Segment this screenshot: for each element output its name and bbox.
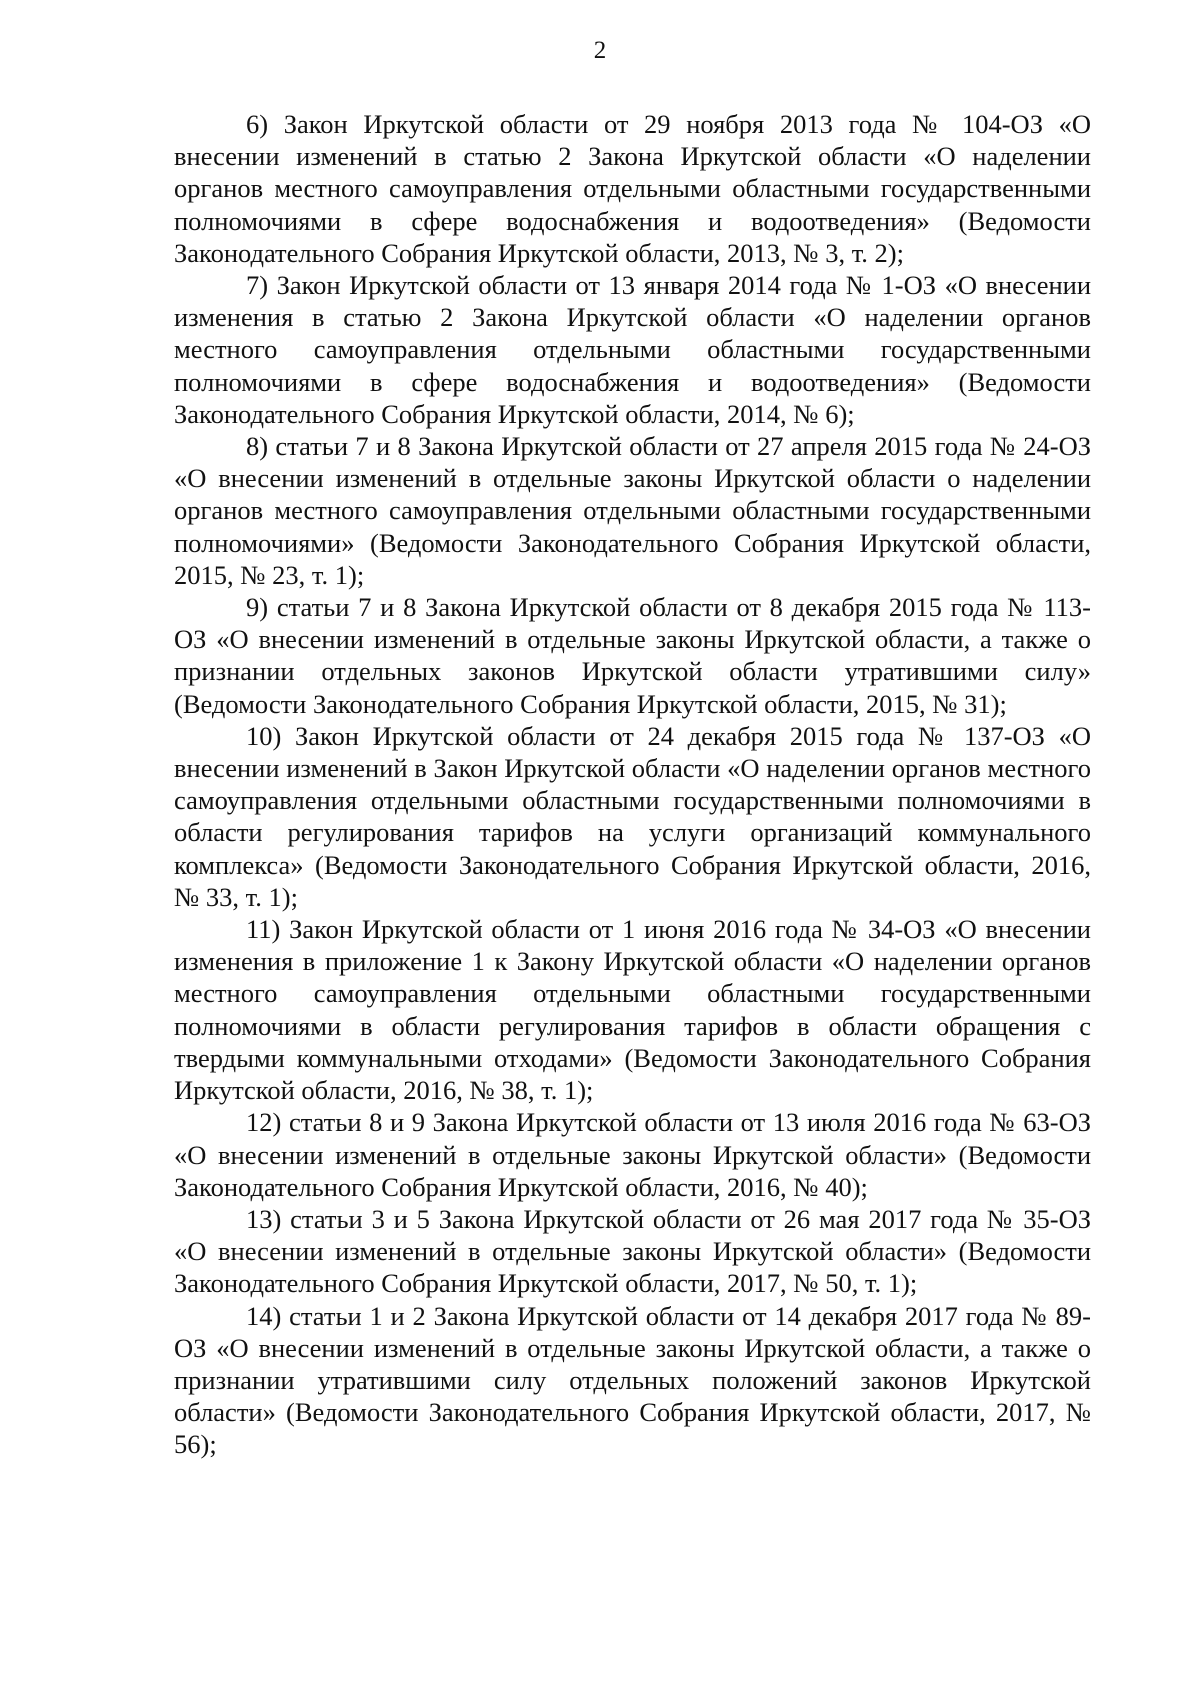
list-item: 8) статьи 7 и 8 Закона Иркутской области от 27 апреля 2015 года № 24-ОЗ «О внесении изменений в отдельные законы Иркутской области о наделении органов местного самоуправления отдельными областными государственными полномочиями» (Ведомости Законодательного Собрания Иркутской области, 2015, № 23, т. 1); — [174, 431, 1091, 590]
list-item: 7) Закон Иркутской области от 13 января 2014 года № 1-ОЗ «О внесении изменения в статью 2 Закона Иркутской области «О наделении органов местного самоуправления отдельными областными государственными полномочиями в сфере водоснабжения и водоотведения» (Ведомости Законодательного Собрания Иркутской области, 2014, № 6); — [174, 270, 1091, 429]
list-item: 12) статьи 8 и 9 Закона Иркутской области от 13 июля 2016 года № 63-ОЗ «О внесении изменений в отдельные законы Иркутской области» (Ведомости Законодательного Собрания Иркутской области, 2016, № 40); — [174, 1107, 1091, 1202]
document-body — [174, 108, 1091, 1461]
page-number: 2 — [593, 37, 607, 64]
list-item: 14) статьи 1 и 2 Закона Иркутской области от 14 декабря 2017 года № 89-ОЗ «О внесении изменений в отдельные законы Иркутской области, а также о признании утратившими силу отдельных положений законов Иркутской области» (Ведомости Законодательного Собрания Иркутской области, 2017, № 56); — [174, 1300, 1091, 1460]
list-item: 10) Закон Иркутской области от 24 декабря 2015 года № 137-ОЗ «О внесении изменений в Закон Иркутской области «О наделении органов местного самоуправления отдельными областными государственными полномочиями в области регулирования тарифов на услуги организаций коммунального комплекса» (Ведомости Законодательного Собрания Иркутской области, 2016, № 33, т. 1); — [174, 720, 1091, 912]
list-item: 6) Закон Иркутской области от 29 ноября 2013 года № 104-ОЗ «О внесении изменений в статью 2 Закона Иркутской области «О наделении органов местного самоуправления отдельными областными государственными полномочиями в сфере водоснабжения и водоотведения» (Ведомости Законодательного Собрания Иркутской области, 2013, № 3, т. 2); — [174, 109, 1091, 268]
list-item: 13) статьи 3 и 5 Закона Иркутской области от 26 мая 2017 года № 35-ОЗ «О внесении изменений в отдельные законы Иркутской области» (Ведомости Законодательного Собрания Иркутской области, 2017, № 50, т. 1); — [174, 1203, 1091, 1299]
list-item: 9) статьи 7 и 8 Закона Иркутской области от 8 декабря 2015 года № 113-ОЗ «О внесении изменений в отдельные законы Иркутской области, а также о признании отдельных законов Иркутской области утратившими силу» (Ведомости Законодательного Собрания Иркутской области, 2015, № 31); — [174, 592, 1091, 719]
list-item: 11) Закон Иркутской области от 1 июня 2016 года № 34-ОЗ «О внесении изменения в приложение 1 к Закону Иркутской области «О наделении органов местного самоуправления отдельными областными государственными полномочиями в области регулирования тарифов в области обращения с твердыми коммунальными отходами» (Ведомости Законодательного Собрания Иркутской области, 2016, № 38, т. 1); — [174, 914, 1091, 1106]
